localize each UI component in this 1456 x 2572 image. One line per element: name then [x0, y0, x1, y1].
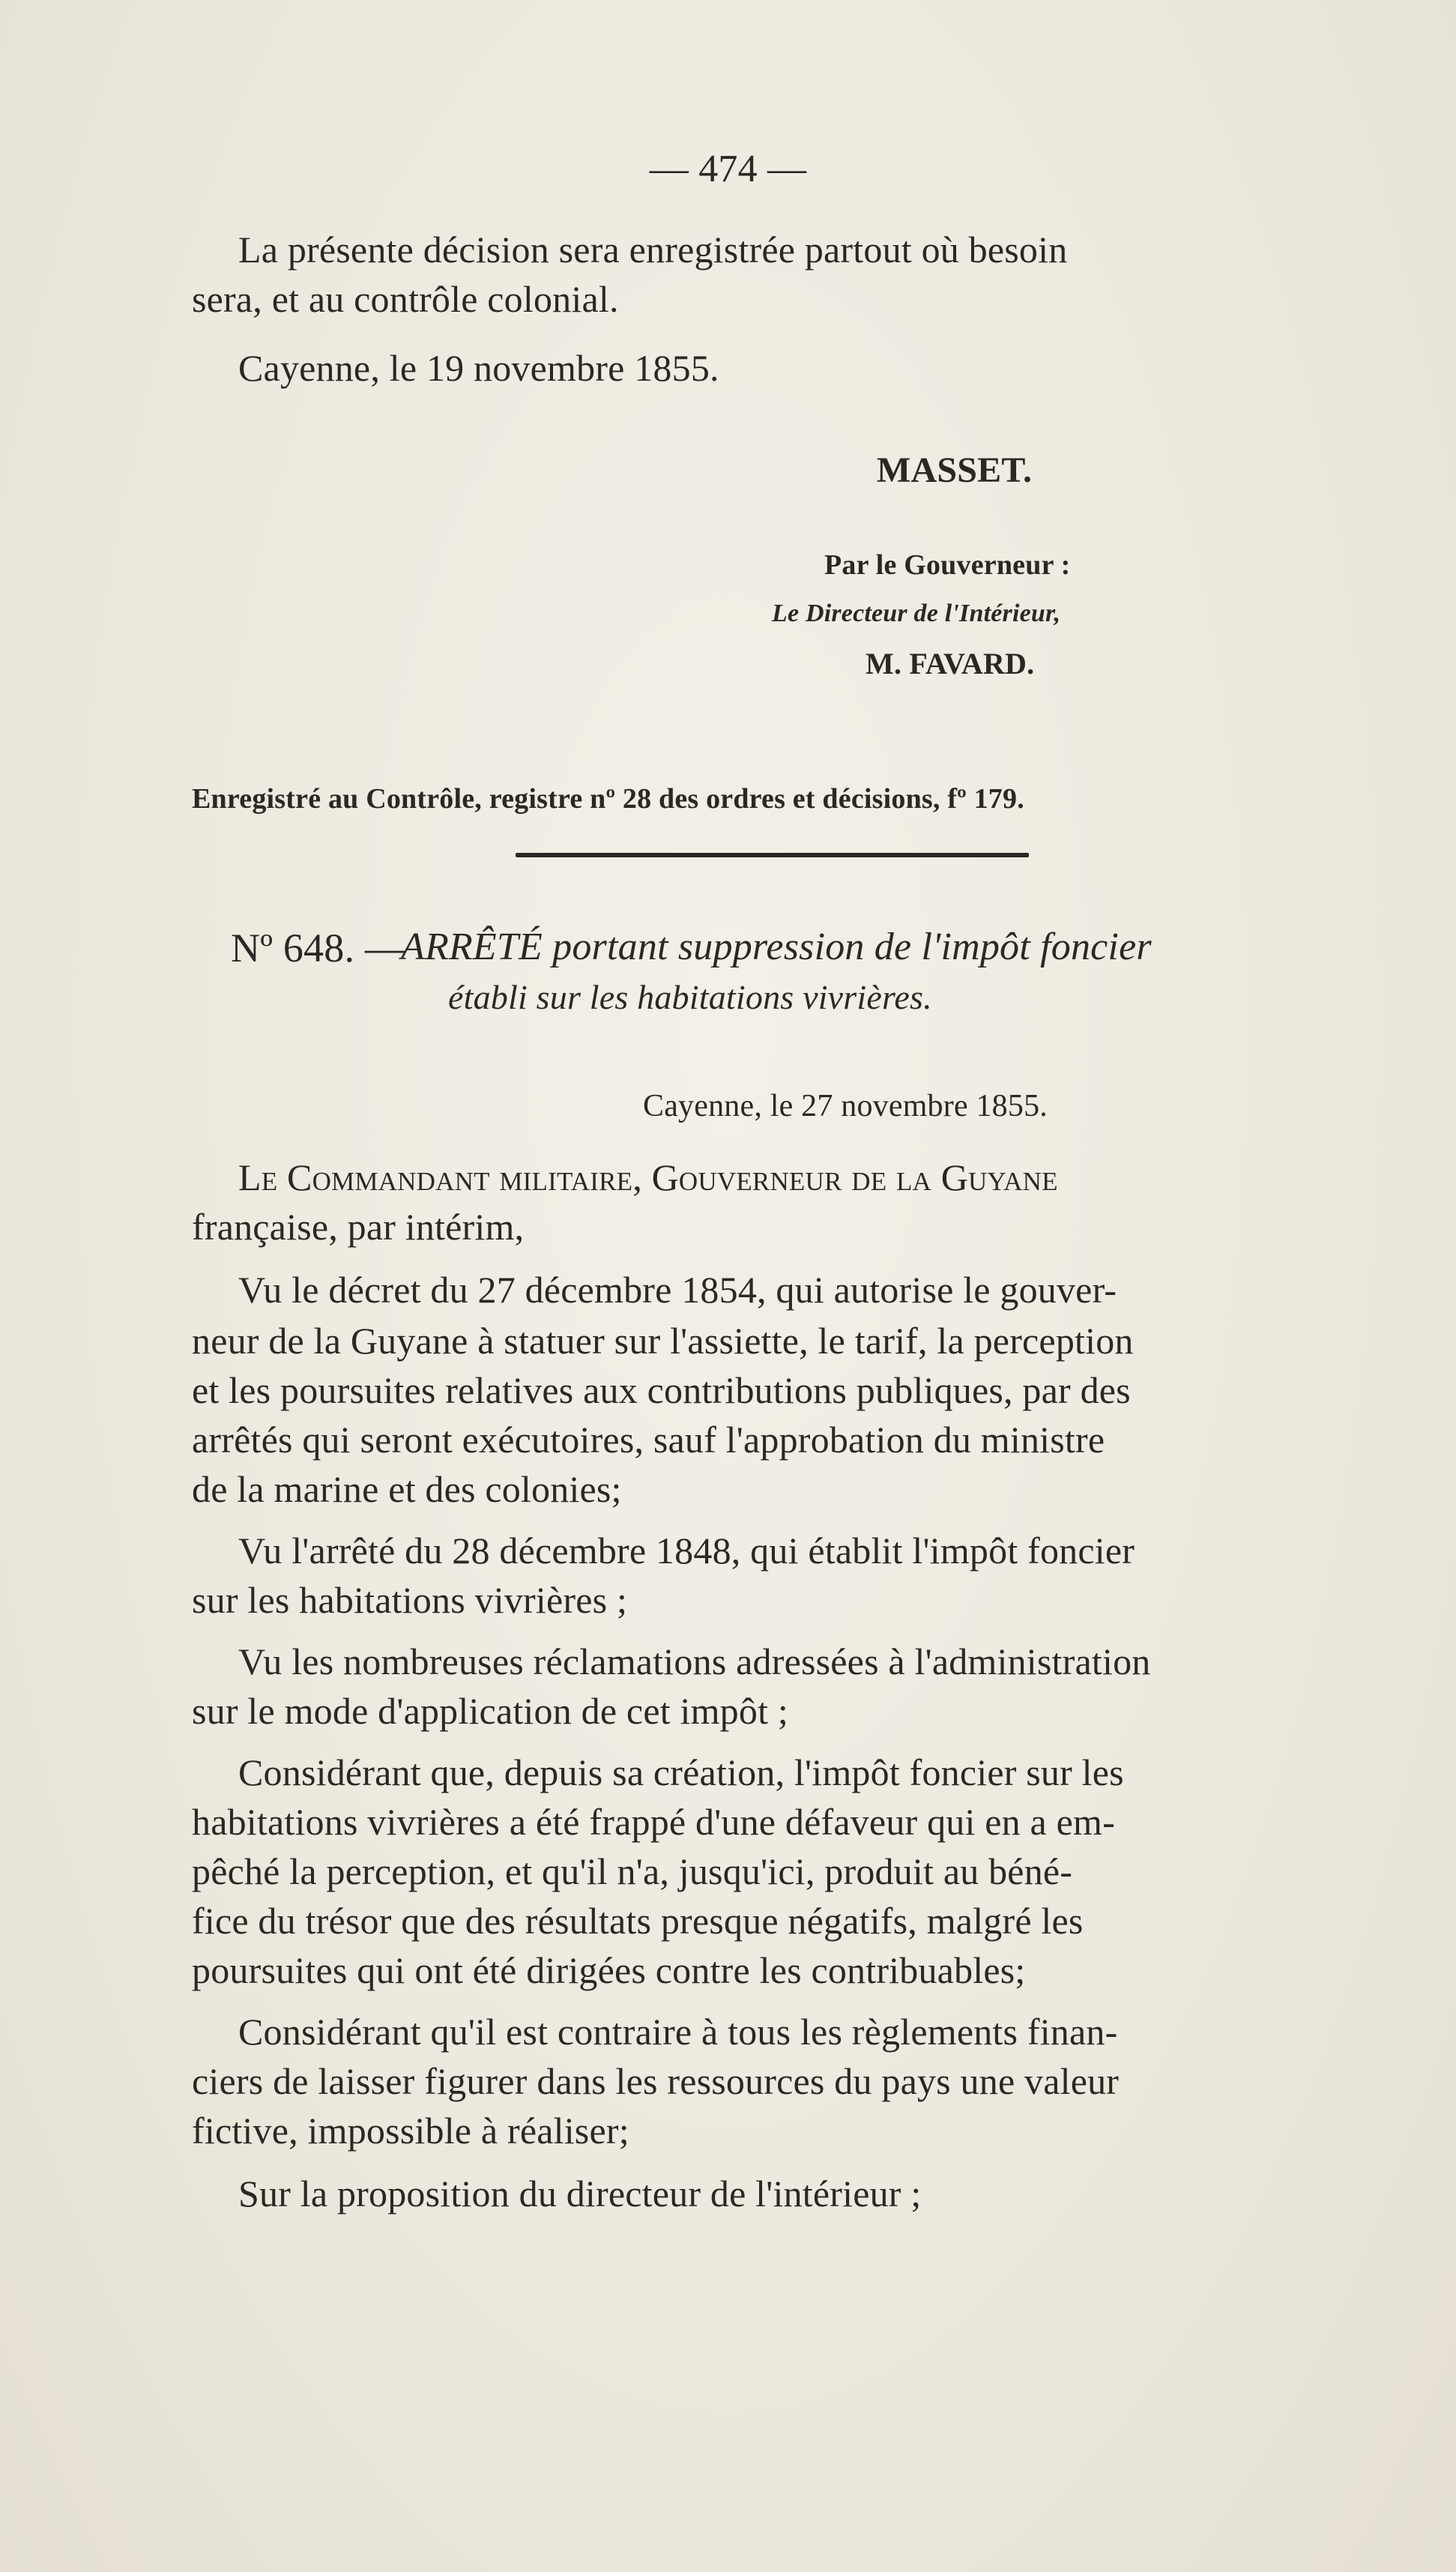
arrete-line: de la marine et des colonies;	[192, 1468, 622, 1510]
arrete-title-line2: établi sur les habitations vivrières.	[448, 978, 932, 1016]
arrete-line: Considérant qu'il est contraire à tous les règlements finan-	[238, 2011, 1118, 2053]
arrete-date: Cayenne, le 27 novembre 1855.	[643, 1089, 1048, 1123]
arrete-line: Vu l'arrêté du 28 décembre 1848, qui établit l'impôt foncier	[238, 1530, 1135, 1572]
arrete-line: sur le mode d'application de cet impôt ;	[192, 1690, 788, 1732]
arrete-line: Sur la proposition du directeur de l'intérieur ;	[238, 2173, 922, 2215]
arrete-line: fice du trésor que des résultats presque négatifs, malgré les	[192, 1900, 1084, 1942]
arrete-number: Nº 648. —	[231, 926, 406, 970]
arrete-line: pêché la perception, et qu'il n'a, jusqu'ici, produit au béné-	[192, 1850, 1073, 1892]
arrete-title-line1: ARRÊTÉ portant suppression de l'impôt foncier	[401, 926, 1152, 968]
registration-note: Enregistré au Contrôle, registre nº 28 des ordres et décisions, fº 179.	[192, 783, 1024, 815]
arrete-line: habitations vivrières a été frappé d'une défaveur qui en a em-	[192, 1801, 1115, 1843]
arrete-line: neur de la Guyane à statuer sur l'assiette, le tarif, la perception	[192, 1320, 1134, 1362]
arrete-line: arrêtés qui seront exécutoires, sauf l'approbation du ministre	[192, 1419, 1105, 1461]
arrete-line: et les poursuites relatives aux contributions publiques, par des	[192, 1369, 1131, 1411]
arrete-line: fictive, impossible à réaliser;	[192, 2110, 629, 2152]
arrete-line: sur les habitations vivrières ;	[192, 1579, 628, 1621]
paragraph-line: sera, et au contrôle colonial.	[192, 278, 619, 320]
arrete-line: ciers de laisser figurer dans les ressources du pays une valeur	[192, 2060, 1120, 2102]
paragraph-line: La présente décision sera enregistrée partout où besoin	[238, 229, 1068, 271]
directeur-title: Le Directeur de l'Intérieur,	[772, 600, 1061, 627]
arrete-line: française, par intérim,	[192, 1206, 525, 1248]
page-number: — 474 —	[649, 148, 807, 190]
par-le-gouverneur: Par le Gouverneur :	[824, 549, 1071, 581]
arrete-line: Vu le décret du 27 décembre 1854, qui autorise le gouver-	[238, 1269, 1117, 1311]
arrete-line: Le Commandant militaire, Gouverneur de la Guyane	[238, 1156, 1058, 1198]
signature: MASSET.	[877, 450, 1033, 490]
date-line: Cayenne, le 19 novembre 1855.	[238, 347, 719, 389]
section-divider	[516, 853, 1029, 857]
arrete-line: Considérant que, depuis sa création, l'impôt foncier sur les	[238, 1751, 1124, 1793]
directeur-name: M. FAVARD.	[866, 647, 1035, 680]
arrete-line: poursuites qui ont été dirigées contre les contribuables;	[192, 1949, 1026, 1991]
arrete-line: Vu les nombreuses réclamations adressées à l'administration	[238, 1640, 1151, 1682]
